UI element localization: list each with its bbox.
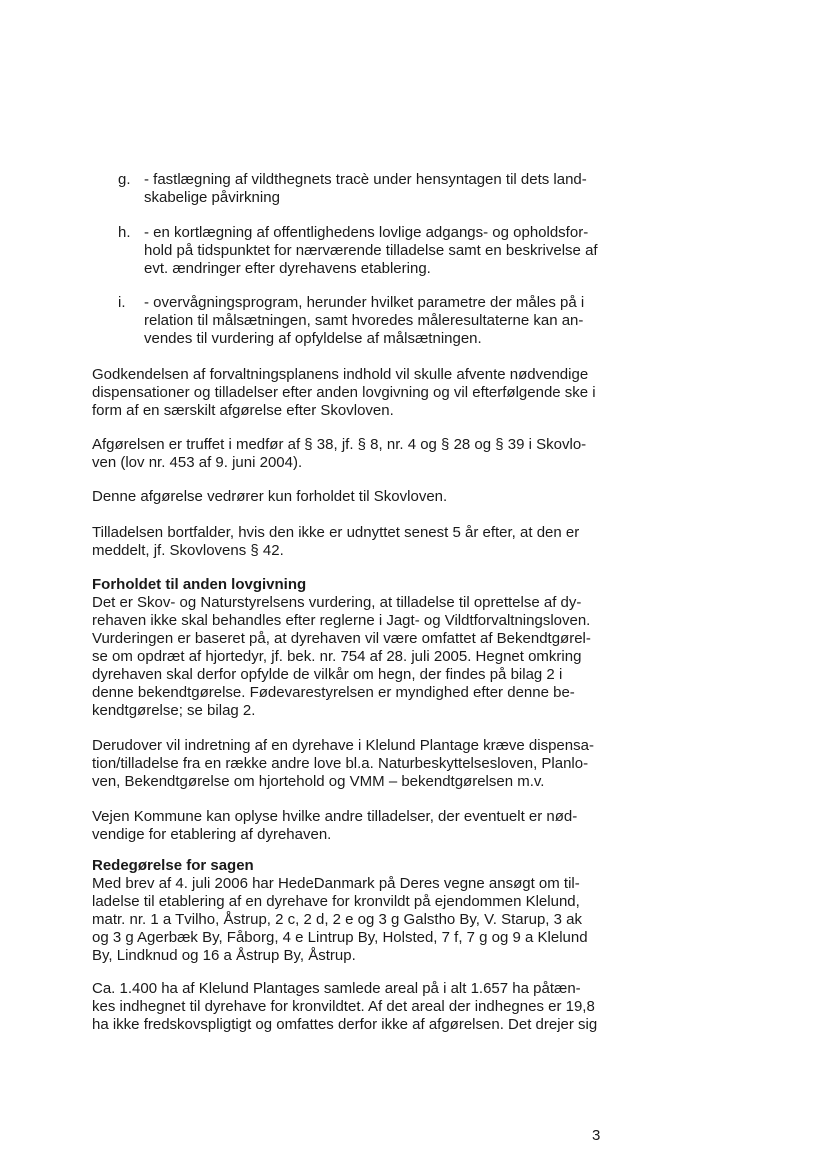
list-item-letter: g. — [118, 171, 131, 188]
list-item-letter: h. — [118, 224, 131, 241]
section-heading-redegoerelse: Redegørelse for sagen — [92, 857, 254, 874]
paragraph-derudover: Derudover vil indretning af en dyrehave i Klelund Plantage kræve dispensa- tion/tilladelse fra en række andre love bl.a. Naturbeskyttelsesloven, Planlo- ven, Bekendtgørelse om hjortehold og VMM – bekendtgørelsen m.v. — [92, 737, 594, 790]
paragraph-godkendelsen: Godkendelsen af forvaltningsplanens indhold vil skulle afvente nødvendige dispensationer og tilladelser efter anden lovgivning og vil efterfølgende ske i form af en særskilt afgørelse efter Skovloven. — [92, 366, 596, 419]
paragraph-vejen-kommune: Vejen Kommune kan oplyse hvilke andre tilladelser, der eventuelt er nød- vendige for etablering af dyrehaven. — [92, 808, 578, 843]
list-item-text: - en kortlægning af offentlighedens lovlige adgangs- og opholdsfor- hold på tidspunktet for nærværende tilladelse samt en beskrivelse af evt. ændringer efter dyrehavens etablering. — [144, 224, 598, 277]
section-heading-anden-lovgivning: Forholdet til anden lovgivning — [92, 576, 307, 593]
paragraph-areal: Ca. 1.400 ha af Klelund Plantages samlede areal på i alt 1.657 ha påtæn- kes indhegnet til dyrehave for kronvildtet. Af det areal der indhegnes er 19,8 ha ikke fredskovspligtigt og omfattes derfor ikke af afgørelsen. Det drejer sig — [92, 980, 598, 1033]
paragraph-tilladelsen: Tilladelsen bortfalder, hvis den ikke er udnyttet senest 5 år efter, at den er meddelt, jf. Skovlovens § 42. — [92, 524, 580, 559]
list-item-letter: i. — [118, 294, 126, 311]
paragraph-denne: Denne afgørelse vedrører kun forholdet til Skovloven. — [92, 488, 448, 505]
list-item-text: - fastlægning af vildthegnets tracè under hensyntagen til dets land- skabelige påvirkning — [144, 171, 587, 206]
paragraph-ansoegning: Med brev af 4. juli 2006 har HedeDanmark på Deres vegne ansøgt om til- ladelse til etablering af en dyrehave for kronvildt på ejendommen Klelund, matr. nr. 1 a Tvilho, Åstrup, 2 c, 2 d, 2 e og 3 g Galstho By, V. Starup, 3 ak og 3 g Agerbæk By, Fåborg, 4 e Lintrup By, Holsted, 7 f, 7 g og 9 a Klelund By, Lindknud og 16 a Åstrup By, Åstrup. — [92, 875, 588, 964]
list-item-text: - overvågningsprogram, herunder hvilket parametre der måles på i relation til målsætningen, samt hvoredes måleresultaterne kan an- vendes til vurdering af opfyldelse af målsætningen. — [144, 294, 585, 347]
paragraph-afgoerelsen: Afgørelsen er truffet i medfør af § 38, jf. § 8, nr. 4 og § 28 og § 39 i Skovlo- ven (lov nr. 453 af 9. juni 2004). — [92, 436, 587, 471]
page-number: 3 — [592, 1127, 601, 1144]
paragraph-vurdering: Det er Skov- og Naturstyrelsens vurdering, at tilladelse til oprettelse af dy- rehaven ikke skal behandles efter reglerne i Jagt- og Vildtforvaltningsloven. Vurderingen er baseret på, at dyrehaven vil være omfattet af Bekendtgørel- se om opdræt af hjortedyr, jf. bek. nr. 754 af 28. juli 2005. Hegnet omkring dyrehaven skal derfor opfylde de vilkår om hegn, der findes på bilag 2 i denne bekendtgørelse. Fødevarestyrelsen er myndighed efter denne be- kendtgørelse; se bilag 2. — [92, 594, 591, 719]
